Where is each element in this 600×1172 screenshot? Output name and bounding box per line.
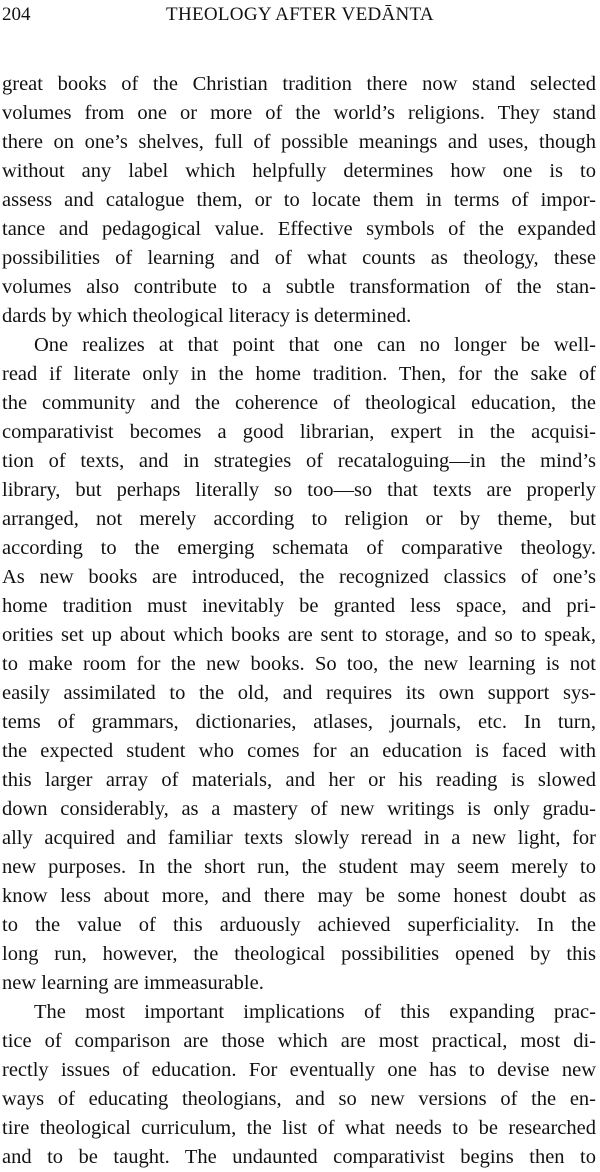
- text-line: One realizes at that point that one can no longer be well-: [34, 334, 596, 356]
- text-line: volumes also contribute to a subtle transformation of the stan-: [2, 276, 596, 298]
- text-line: rectly issues of education. For eventually one has to devise new: [2, 1059, 596, 1081]
- body-text: [2, 70, 596, 1172]
- page-number: 204: [2, 4, 31, 25]
- text-line: possibilities of learning and of what counts as theology, these: [2, 247, 596, 269]
- text-line: The most important implications of this expanding prac-: [34, 1001, 596, 1023]
- text-line: new learning are immeasurable.: [2, 972, 264, 994]
- text-line: orities set up about which books are sent to storage, and so to speak,: [2, 624, 596, 646]
- text-line: tice of comparison are those which are most practical, most di-: [2, 1030, 596, 1052]
- paragraph: [2, 70, 596, 331]
- text-line: according to the emerging schemata of comparative theology.: [2, 537, 596, 559]
- text-line: tance and pedagogical value. Effective symbols of the expanded: [2, 218, 596, 240]
- text-line: great books of the Christian tradition there now stand selected: [2, 73, 596, 95]
- text-line: the expected student who comes for an education is faced with: [2, 740, 596, 762]
- text-line: ways of educating theologians, and so new versions of the en-: [2, 1088, 596, 1110]
- text-line: tems of grammars, dictionaries, atlases, journals, etc. In turn,: [2, 711, 596, 733]
- running-header: [2, 2, 598, 28]
- text-line: home tradition must inevitably be granted less space, and pri-: [2, 595, 596, 617]
- text-line: long run, however, the theological possibilities opened by this: [2, 943, 596, 965]
- text-line: tire theological curriculum, the list of what needs to be researched: [2, 1117, 596, 1139]
- text-line: new purposes. In the short run, the student may seem merely to: [2, 856, 596, 878]
- text-line: library, but perhaps literally so too—so that texts are properly: [2, 479, 596, 501]
- text-line: As new books are introduced, the recognized classics of one’s: [2, 566, 596, 588]
- text-line: this larger array of materials, and her or his reading is slowed: [2, 769, 596, 791]
- text-line: know less about more, and there may be some honest doubt as: [2, 885, 596, 907]
- running-title: THEOLOGY AFTER VEDĀNTA: [166, 4, 434, 25]
- text-line: comparativist becomes a good librarian, expert in the acquisi-: [2, 421, 596, 443]
- text-line: there on one’s shelves, full of possible meanings and uses, though: [2, 131, 596, 153]
- paragraph: [2, 331, 596, 998]
- text-line: down considerably, as a mastery of new writings is only gradu-: [2, 798, 596, 820]
- text-line: volumes from one or more of the world’s religions. They stand: [2, 102, 596, 124]
- text-line: read if literate only in the home tradition. Then, for the sake of: [2, 363, 596, 385]
- text-line: tion of texts, and in strategies of recataloguing—in the mind’s: [2, 450, 596, 472]
- text-line: dards by which theological literacy is determined.: [2, 305, 412, 327]
- text-line: the community and the coherence of theological education, the: [2, 392, 596, 414]
- paragraph: [2, 998, 596, 1172]
- text-line: arranged, not merely according to religion or by theme, but: [2, 508, 596, 530]
- text-line: and to be taught. The undaunted comparativist begins then to: [2, 1146, 596, 1168]
- text-line: to make room for the new books. So too, the new learning is not: [2, 653, 596, 675]
- text-line: assess and catalogue them, or to locate them in terms of impor-: [2, 189, 596, 211]
- text-line: easily assimilated to the old, and requires its own support sys-: [2, 682, 596, 704]
- text-line: ally acquired and familiar texts slowly reread in a new light, for: [2, 827, 596, 849]
- text-line: without any label which helpfully determines how one is to: [2, 160, 596, 182]
- text-line: to the value of this arduously achieved superficiality. In the: [2, 914, 596, 936]
